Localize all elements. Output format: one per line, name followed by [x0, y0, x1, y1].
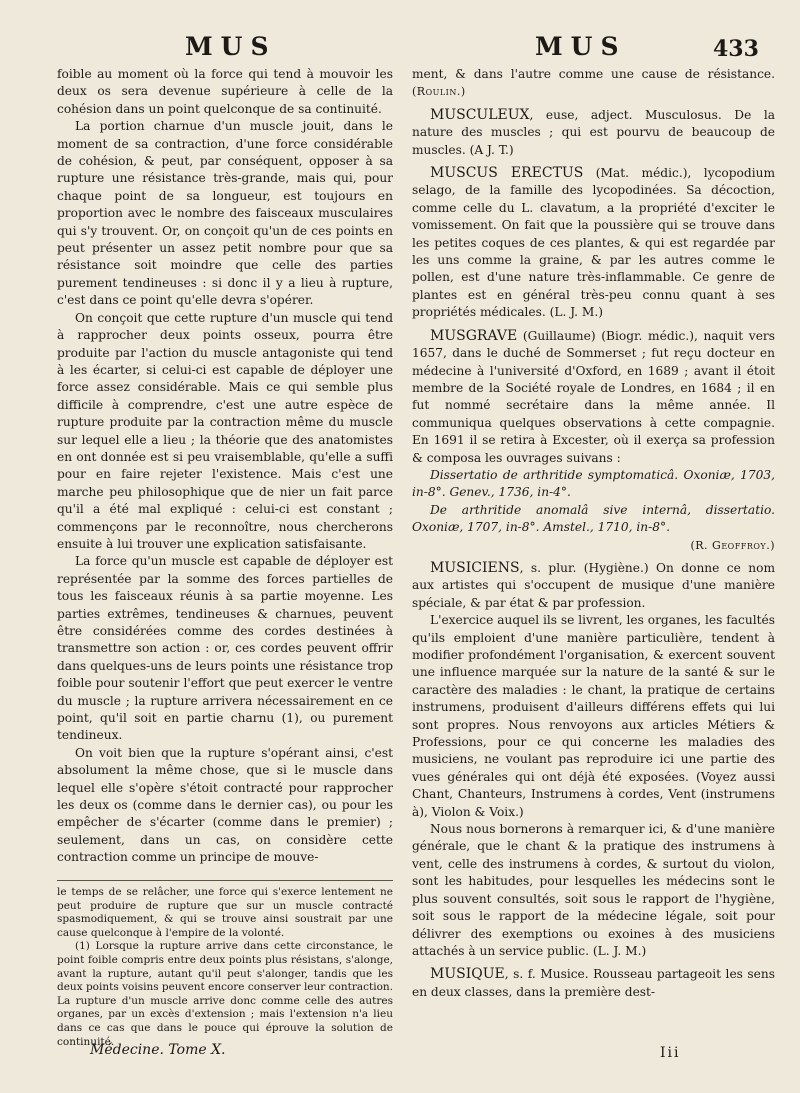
entry-musiciens: [412, 560, 775, 612]
headword: MUSCULEUX: [430, 106, 530, 123]
footnote-divider: [57, 880, 393, 881]
right-column: [412, 66, 775, 1001]
work-citation: Dissertatio de arthritide symptomaticâ. Oxoniæ, 1703, in-8°. Genev., 1736, in-4°.: [412, 467, 775, 500]
paragraph: [412, 66, 775, 101]
paragraph: La force qu'un muscle est capable de déployer est représentée par la somme des forces partielles de tous les faisceaux réunis à sa partie moyenne. Les parties extrêmes, tendineuses & charnues, peuvent être considérées comme des cordes destinées à transmettre son action : or, ces cordes peuvent offrir dans quelques-uns de leurs points une résistance trop foible pour soutenir l'effort que peut exercer le ventre du muscle ; la rupture arrivera nécessairement en ce point, qu'il soit en partie charnu (1), ou purement tendineux.: [57, 554, 393, 743]
footnote: (1) Lorsque la rupture arrive dans cette circonstance, le point foible compris entre deux points plus résistans, s'alonge, avant la rupture, autant qu'il peut s'alonger, tandis que les deux points voisins peuvent encore conserver leur contraction. La rupture d'un muscle arrive donc comme celle des autres organes, par un excès d'extension ; mais l'extension n'a lieu dans ce cas que dans le pouce qui éprouve la solution de continuité.: [57, 940, 393, 1048]
paragraph: L'exercice auquel ils se livrent, les organes, les facultés qu'ils emploient d'une manière particulière, tendent à modifier profondément l'organisation, & exercent souvent une influence marquée sur la nature de la santé & sur le caractère des maladies : le chant, la pratique de certains instrumens, produisent d'ailleurs différens effets qui lui sont propres. Nous renvoyons aux articles Métiers & Professions, pour ce qui concerne les maladies des musiciens, ne voulant pas reproduire ici une partie des vues générales qui ont déjà été exposées. (Voyez aussi Chant, Chanteurs, Instrumens à cordes, Vent (instrumens à), Violon & Voix.): [412, 613, 775, 819]
author-signature: (A J. T.): [469, 142, 514, 157]
paragraph: La portion charnue d'un muscle jouit, dans le moment de sa contraction, d'une force considérable de cohésion, & peut, par conséquent, opposer à sa rupture une résistance très-grande, mais qui, pour chaque point de sa longueur, est toujours en proportion avec le nombre des faisceaux musculaires qui s'y trouvent. Or, on conçoit qu'un de ces points en peut présenter un assez petit nombre pour que sa résistance soit moindre que celle des parties purement tendineuses : si donc il y a lieu à rupture, c'est dans ce point qu'elle devra s'opérer.: [57, 119, 393, 308]
entry-musculeux: [412, 107, 775, 159]
footnote: le temps de se relâcher, une force qui s'exerce lentement ne peut produire de rupture que sur un muscle contracté spasmodiquement, & qui se trouve ainsi soustrait par une cause quelconque à l'empire de la volonté.: [57, 886, 393, 939]
headword: MUSCUS ERECTUS: [430, 165, 584, 182]
paragraph-text: Nous nous bornerons à remarquer ici, & d'une manière générale, que le chant & la pratique des instrumens à vent, celle des instrumens à cordes, & surtout du violon, sont les habitudes, pour lesquelles les médecins sont le plus souvent consultés, soit sous le rapport de l'hygiène, soit sous le rapport de la médecine légale, soit pour délivrer des exemptions ou exoines à des musiciens attachés à un service public.: [412, 822, 775, 958]
running-head-left: MUS: [185, 32, 277, 61]
work-citation: De arthritide anomalâ sive internâ, dissertatio. Oxoniæ, 1707, in-8°. Amstel., 1710, in-8°.: [412, 502, 775, 535]
entry-body: , s. f. Musice. Rousseau partageoit les sens en deux classes, dans la première dest-: [412, 967, 775, 999]
entry-body: (Mat. médic.), lycopodium selago, de la famille des lycopodinées. Sa décoction, comme celle du L. clavatum, a la propriété d'exciter le vomissement. On fait que la poussière qui se trouve dans les petites coques de ces plantes, & qui est regardée par les uns comme la graine, & par les autres comme le pollen, est d'une nature très-inflammable. Ce genre de plantes est en général très-peu connu quant à ses propriétés médicales.: [412, 166, 775, 320]
headword: MUSICIENS: [430, 559, 520, 576]
entry-musique: [412, 966, 775, 1001]
entry-body: , s. plur. (Hygiène.) On donne ce nom aux artistes qui s'occupent de musique d'une manière spéciale, & par état & par profession.: [412, 560, 775, 610]
author-signature: (R. Geoffroy.): [690, 538, 775, 552]
paragraph: foible au moment où la force qui tend à mouvoir les deux os sera devenue supérieure à celle de la cohésion dans un point quelconque de sa continuité.: [57, 67, 393, 116]
left-column: [57, 66, 393, 867]
author-signature: (Roulin.): [412, 85, 466, 99]
headword: MUSGRAVE: [430, 327, 518, 344]
paragraph: On conçoit que cette rupture d'un muscle qui tend à rapprocher deux points osseux, pourra être produite par l'action du muscle antagoniste qui tend à les écarter, si celui-ci est capable de déployer une force assez considérable. Mais ce qui semble plus difficile à comprendre, c'est une autre espèce de rupture produite par la contraction même du muscle sur lequel elle a lieu ; la théorie que des anatomistes en ont donnée est si peu vraisemblable, qu'elle a suffi pour en faire rejeter l'existence. Mais c'est une marche peu philosophique que de nier un fait parce qu'il a été mal expliqué : celui-ci est constant ; commençons par le reconnoître, nous chercherons ensuite à lui trouver une explication satisfaisante.: [57, 310, 393, 551]
entry-body: , euse, adject. Musculosus. De la nature des muscles ; qui est pourvu de beaucoup de muscles.: [412, 107, 775, 157]
headword: MUSIQUE: [430, 966, 505, 983]
page-number: 433: [713, 36, 759, 62]
paragraph: On voit bien que la rupture s'opérant ainsi, c'est absolument la même chose, que si le muscle dans lequel elle s'opère s'étoit contracté pour rapprocher les deux os (comme dans le dernier cas), ou pour les empêcher de s'écarter (comme dans le premier) ; seulement, dans un cas, on considère cette contraction comme un principe de mouve-: [57, 745, 393, 865]
author-signature: (L. J. M.): [592, 943, 647, 958]
entry-musgrave: [412, 328, 775, 467]
author-signature: (L. J. M.): [549, 305, 604, 320]
entry-muscus-erectus: [412, 165, 775, 322]
continuation-text: ment, & dans l'autre comme une cause de résistance.: [412, 67, 775, 81]
footnotes: [57, 876, 393, 1049]
running-head-right: MUS: [535, 32, 627, 61]
gathering-signature: Iii: [660, 1045, 681, 1061]
paragraph: [412, 821, 775, 960]
footer-signature-text: Médecine. Tome X.: [90, 1042, 226, 1058]
entry-body: (Guillaume) (Biogr. médic.), naquit vers 1657, dans le duché de Sommerset ; fut reçu docteur en médecine à l'université d'Oxford, en 1689 ; avant il étoit membre de la Société royale de Londres, en 1684 ; il en fut nommé secrétaire dans la même année. Il communiqua quelques observations à cette compagnie. En 1691 il se retira à Excester, où il exerça sa profession & composa les ouvrages suivans :: [412, 328, 775, 465]
